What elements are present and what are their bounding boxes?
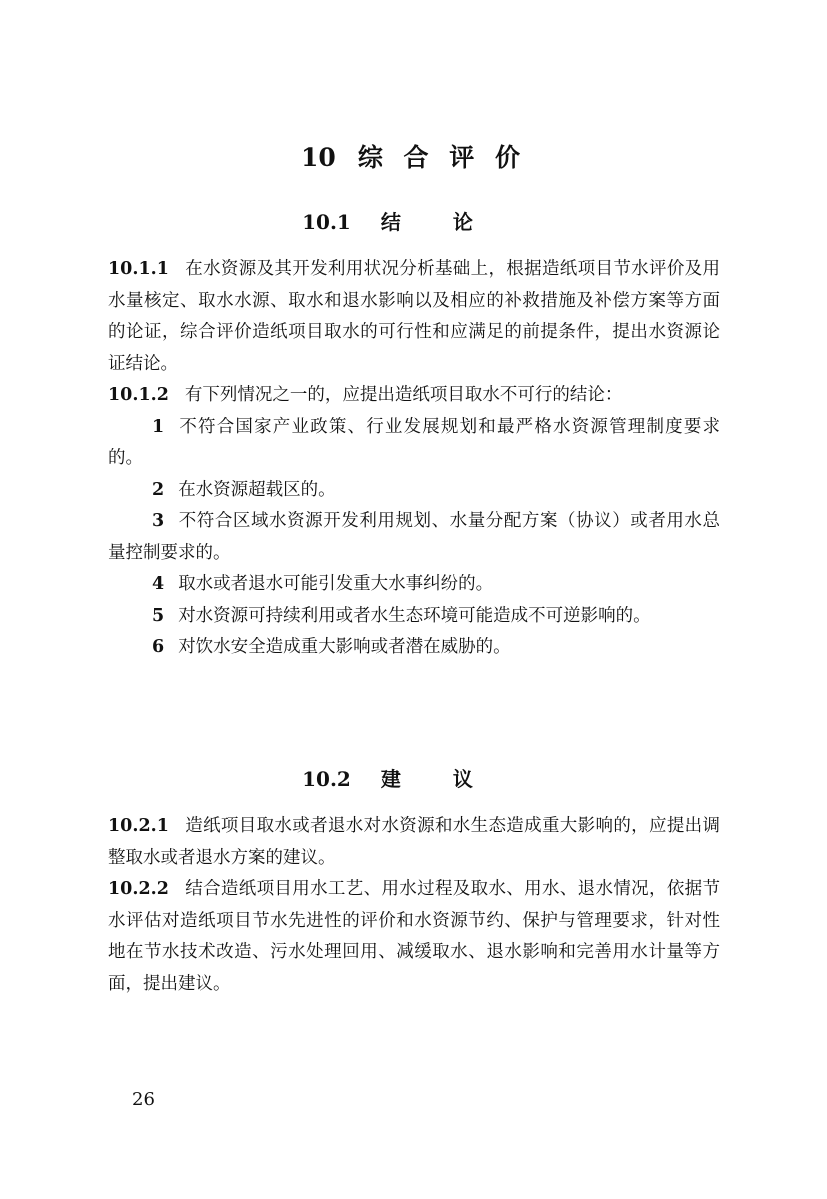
clause-10-2-1 [108,811,720,874]
list-item [108,506,720,569]
clause-text: 结合造纸项目用水工艺、用水过程及取水、用水、退水情况，依据节水评估对造纸项目节水先进性的评价和水资源节约、保护与管理要求，针对性地在节水技术改造、污水处理回用、减缓取水、退水影响和完善用水计量等方面，提出建议。 [108,879,720,994]
item-text: 对水资源可持续利用或者水生态环境可能造成不可逆影响的。 [178,605,651,626]
section-body-10-2 [108,811,720,1000]
chapter-title-text: 综 合 评 价 [357,143,526,172]
section-title-10-2 [0,763,827,792]
section-number: 10.2 [302,767,351,791]
clause-10-2-2 [108,874,720,1000]
list-item [108,569,720,601]
item-text: 对饮水安全造成重大影响或者潜在威胁的。 [178,637,511,657]
section-title-10-1 [0,206,827,235]
item-number: 5 [152,605,165,626]
item-number: 2 [152,479,165,500]
item-text: 不符合区域水资源开发利用规划、水量分配方案（协议）或者用水总量控制要求的。 [108,511,720,563]
item-text: 取水或者退水可能引发重大水事纠纷的。 [178,574,494,594]
list-item [108,475,720,507]
clause-number: 10.1.2 [108,385,169,405]
section-body-10-1 [108,254,720,664]
clause-text: 有下列情况之一的，应提出造纸项目取水不可行的结论： [184,385,623,405]
clause-text: 在水资源及其开发利用状况分析基础上，根据造纸项目节水评价及用水量核定、取水水源、取水和退水影响以及相应的补救措施及补偿方案等方面的论证，综合评价造纸项目取水的可行性和应满足的前提条件，提出水资源论证结论。 [108,259,720,374]
clause-number: 10.1.1 [108,259,169,279]
item-number: 3 [152,511,165,531]
item-number: 1 [152,416,165,437]
list-item [108,412,720,475]
clause-number: 10.2.1 [108,816,169,836]
item-number: 6 [152,637,165,657]
list-item [108,632,720,664]
clause-10-1-2 [108,380,720,412]
item-number: 4 [152,574,165,594]
chapter-title [0,138,827,174]
item-text: 在水资源超载区的。 [178,479,336,500]
chapter-number: 10 [301,143,336,172]
section-title-text: 结论 [380,210,525,234]
clause-10-1-1 [108,254,720,380]
page-number: 26 [132,1089,155,1110]
section-title-text: 建议 [380,767,525,791]
item-text: 不符合国家产业政策、行业发展规划和最严格水资源管理制度要求的。 [108,416,720,468]
list-item [108,601,720,633]
clause-text: 造纸项目取水或者退水对水资源和水生态造成重大影响的，应提出调整取水或者退水方案的建议。 [108,816,720,868]
section-number: 10.1 [302,210,351,234]
clause-number: 10.2.2 [108,879,169,899]
